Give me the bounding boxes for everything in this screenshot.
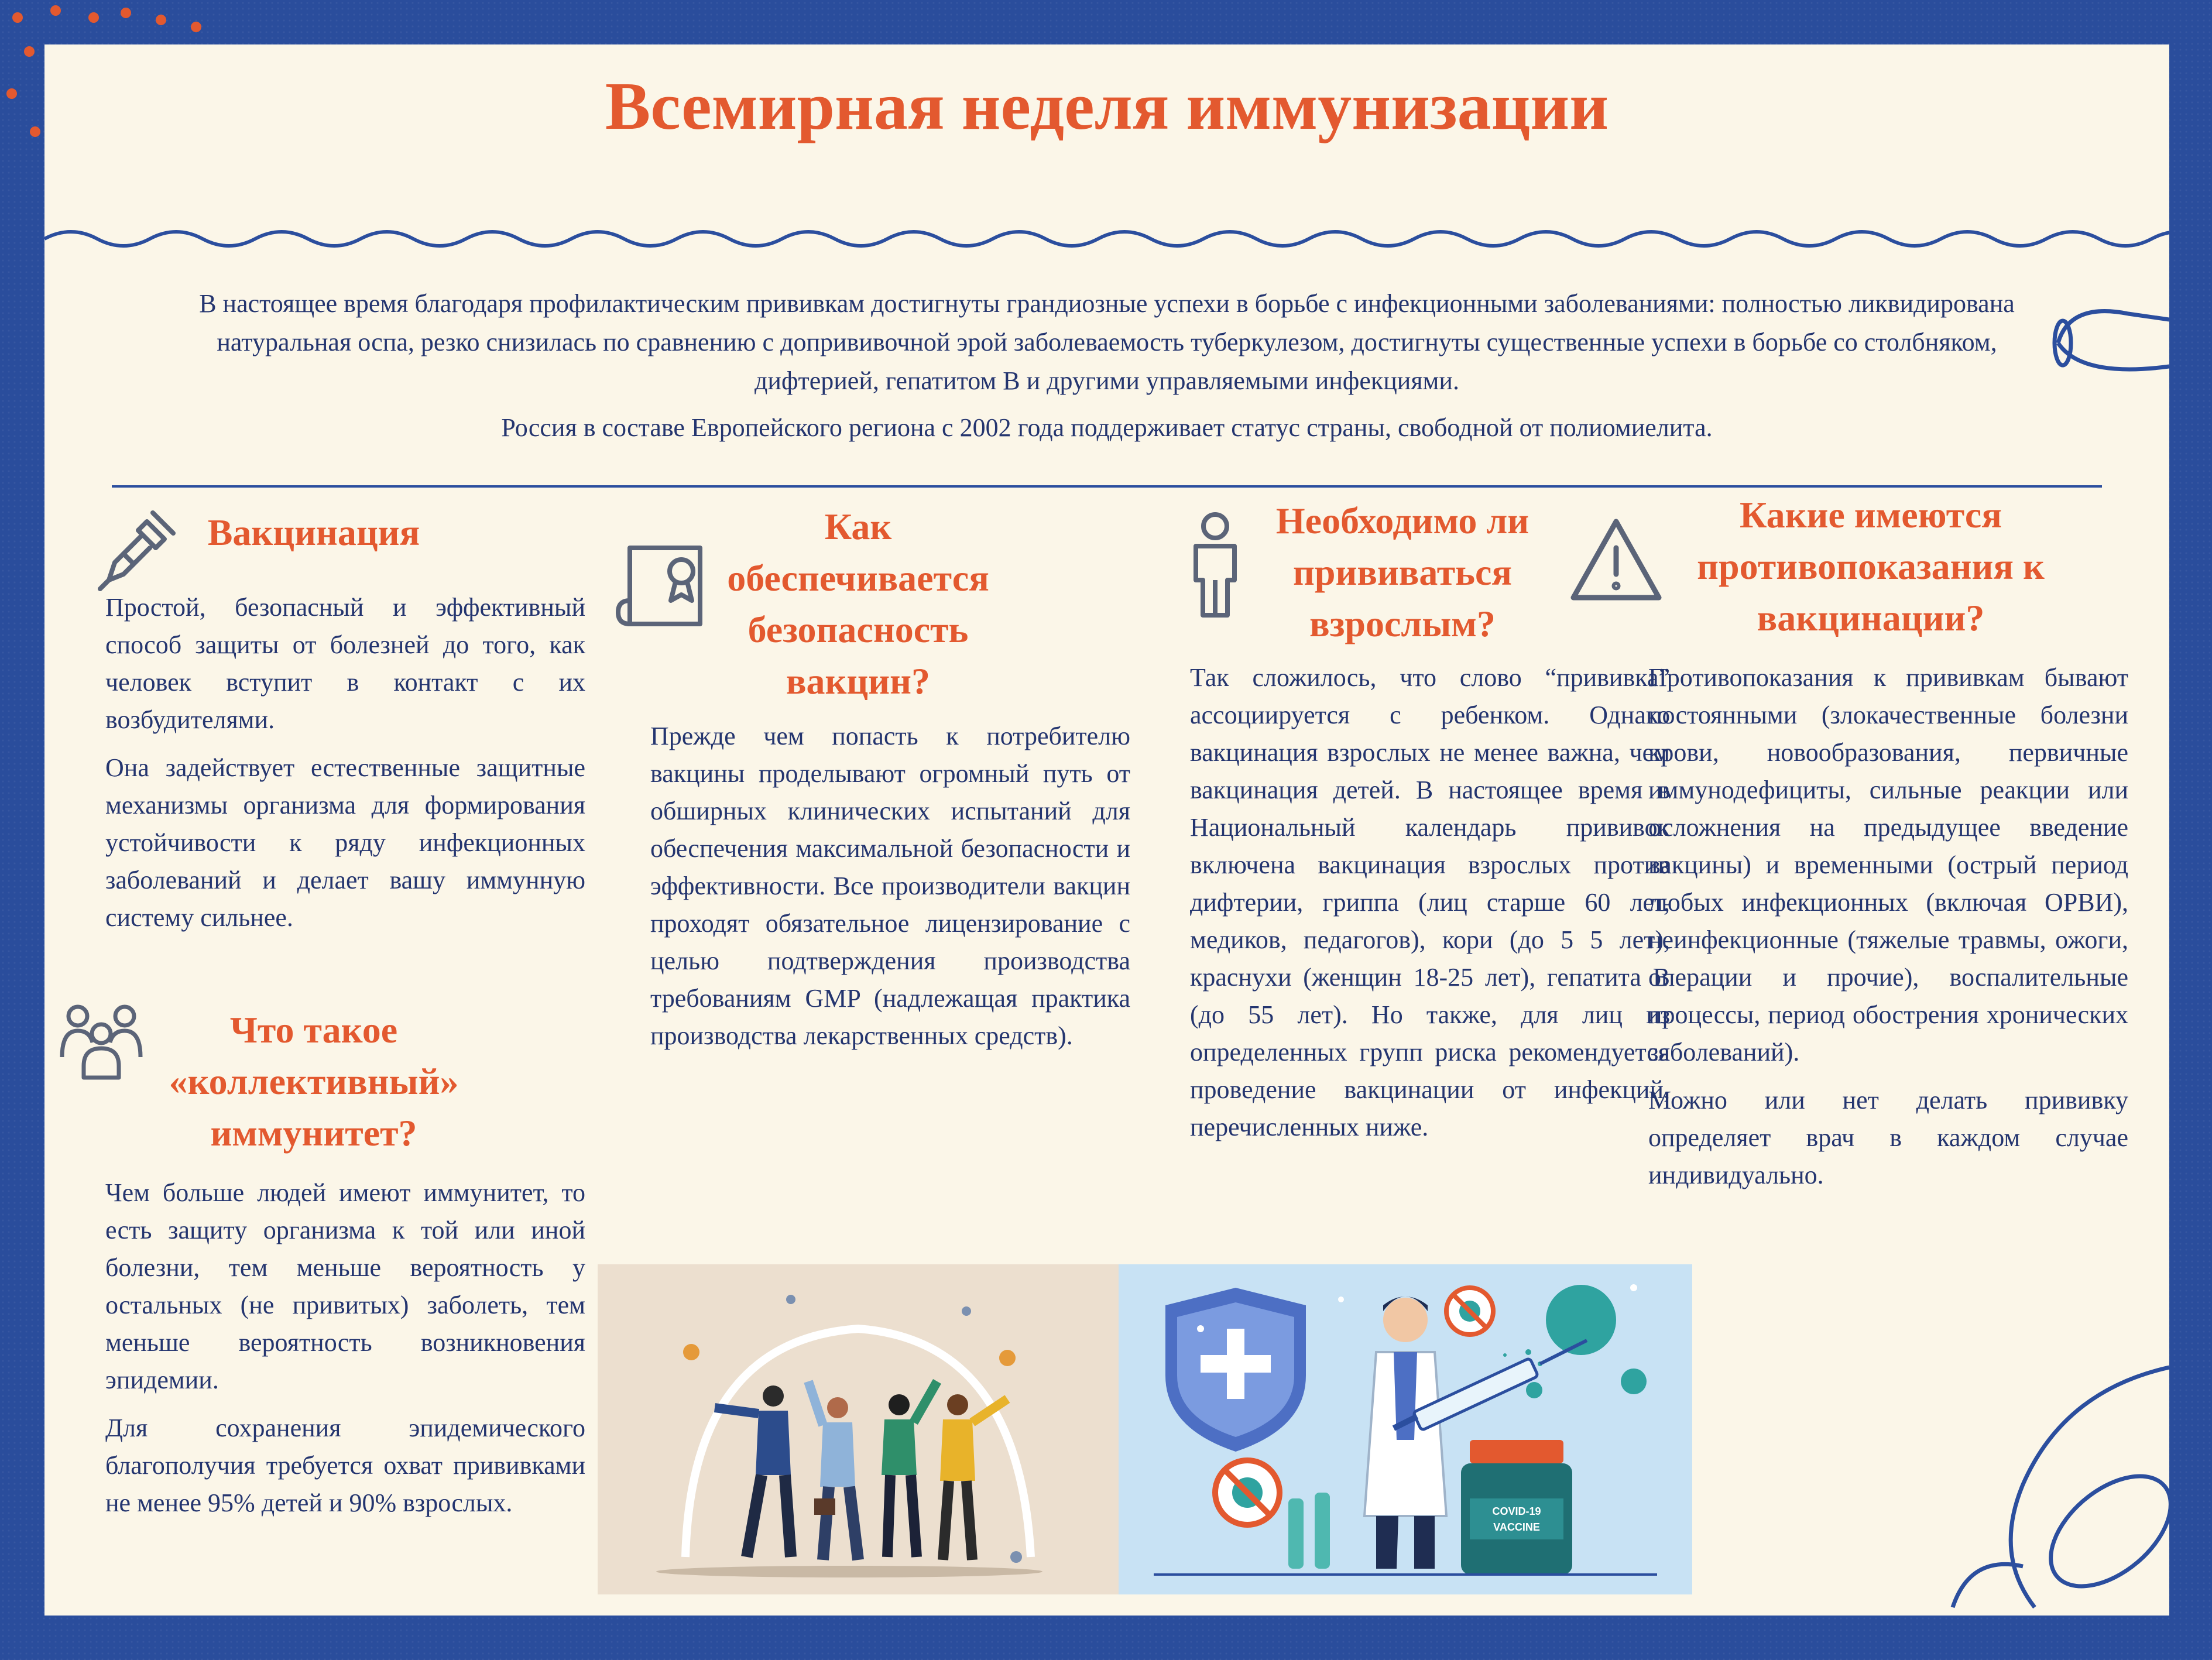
contra-heading: Какие имеются противопоказания к вакцинации? <box>1697 494 2045 639</box>
collective-paragraph-1: Чем больше людей имеют иммунитет, то есть защиту организма к той или иной болезни, тем меньше вероятность у остальных (не привитых) заболеть, тем меньше вероятность возникновения эпидемии. <box>105 1178 585 1394</box>
collective-heading: Что такое «коллективный» иммунитет? <box>169 1009 459 1154</box>
warning-icon <box>1566 513 1666 606</box>
vaccine-label-bottom: VACCINE <box>1493 1521 1540 1533</box>
vaccination-paragraph-2: Она задействует естественные защитные механизмы организма для формирования устойчивости к ряду инфекционных заболеваний и делает вашу иммунную систему сильнее. <box>105 753 585 932</box>
vaccination-heading: Вакцинация <box>207 512 420 553</box>
collective-text <box>105 1174 585 1532</box>
safety-text <box>650 718 1130 1065</box>
vaccination-paragraph-1: Простой, безопасный и эффективный способ защиты от болезней до того, как человек вступит в контакт с их возбудителями. <box>105 593 585 734</box>
certificate-icon <box>612 536 712 642</box>
vaccination-text <box>105 589 585 947</box>
safety-paragraph-1: Прежде чем попасть к потребителю вакцины проделывают огромный путь от обширных клинических испытаний для обеспечения максимальной безопасности и эффективности. Все производители вакцин проходят обязательное лицензирование с целью подтверждения производства требованиям GMP (надлежащая практика производства лекарственных средств). <box>650 722 1130 1050</box>
intro-paragraph-2: Россия в составе Европейского региона с 2002 года поддерживает статус страны, свободной от полиомиелита. <box>501 413 1713 442</box>
contra-paragraph-2: Можно или нет делать прививку определяет врач в каждом случае индивидуально. <box>1648 1086 2128 1189</box>
collective-paragraph-2: Для сохранения эпидемического благополучия требуется охват прививками не менее 95% детей и 90% взрослых. <box>105 1414 585 1517</box>
horn-decoration-icon <box>2046 279 2169 402</box>
intro-paragraph-1: В настоящее время благодаря профилактическим прививкам достигнуты грандиозные успехи в борьбе с инфекционными заболеваниями: полностью ликвидирована натуральная оспа, резко снизилась по сравнению с допрививочной эрой заболеваемость туберкулезом, достигнуты существенные успехи в борьбе со столбняком, дифтерией, гепатитом В и другими управляемыми инфекциями. <box>199 289 2015 395</box>
poster <box>44 44 2169 1616</box>
collective-immunity-illustration <box>598 1264 1119 1594</box>
section-divider <box>112 485 2102 488</box>
adults-heading: Необходимо ли прививаться взрослым? <box>1275 500 1529 644</box>
adults-text <box>1190 659 1670 1157</box>
intro-text <box>185 284 2029 455</box>
group-icon <box>57 993 145 1081</box>
contra-text <box>1648 659 2128 1205</box>
vaccine-doctor-illustration <box>1119 1264 1692 1594</box>
swirl-decoration-icon <box>1918 1332 2169 1616</box>
page-title: Всемирная неделя иммунизации <box>605 69 1609 144</box>
person-icon <box>1183 510 1247 621</box>
adults-paragraph-1: Так сложилось, что слово “прививка” ассоциируется с ребенком. Однако вакцинация взрослых не менее важна, чем вакцинация детей. В настоящее время в Национальный календарь прививок включена вакцинация взрослых против дифтерии, гриппа (лиц старше 60 лет, медиков, педагогов), кори (до 5 5 лет), краснухи (женщин 18-25 лет), гепатита В (до 55 лет). Но также, для лиц из определенных групп риска рекомендуется проведение вакцинации от инфекций, перечисленных ниже. <box>1190 663 1670 1141</box>
wave-divider <box>44 220 2169 255</box>
vaccine-label-top: COVID-19 <box>1492 1505 1541 1517</box>
contra-paragraph-1: Противопоказания к прививкам бывают постоянными (злокачественные болезни крови, новообразования, первичные иммунодефициты, сильные реакции или осложнения на предыдущее введение вакцины) и временными (острый период любых инфекционных (включая ОРВИ), неинфекционные (тяжелые травмы, ожоги, операции и прочие), воспалительные процессы, период обострения хронических заболеваний). <box>1648 663 2128 1066</box>
safety-heading: Как обеспечивается безопасность вакцин? <box>727 506 989 702</box>
